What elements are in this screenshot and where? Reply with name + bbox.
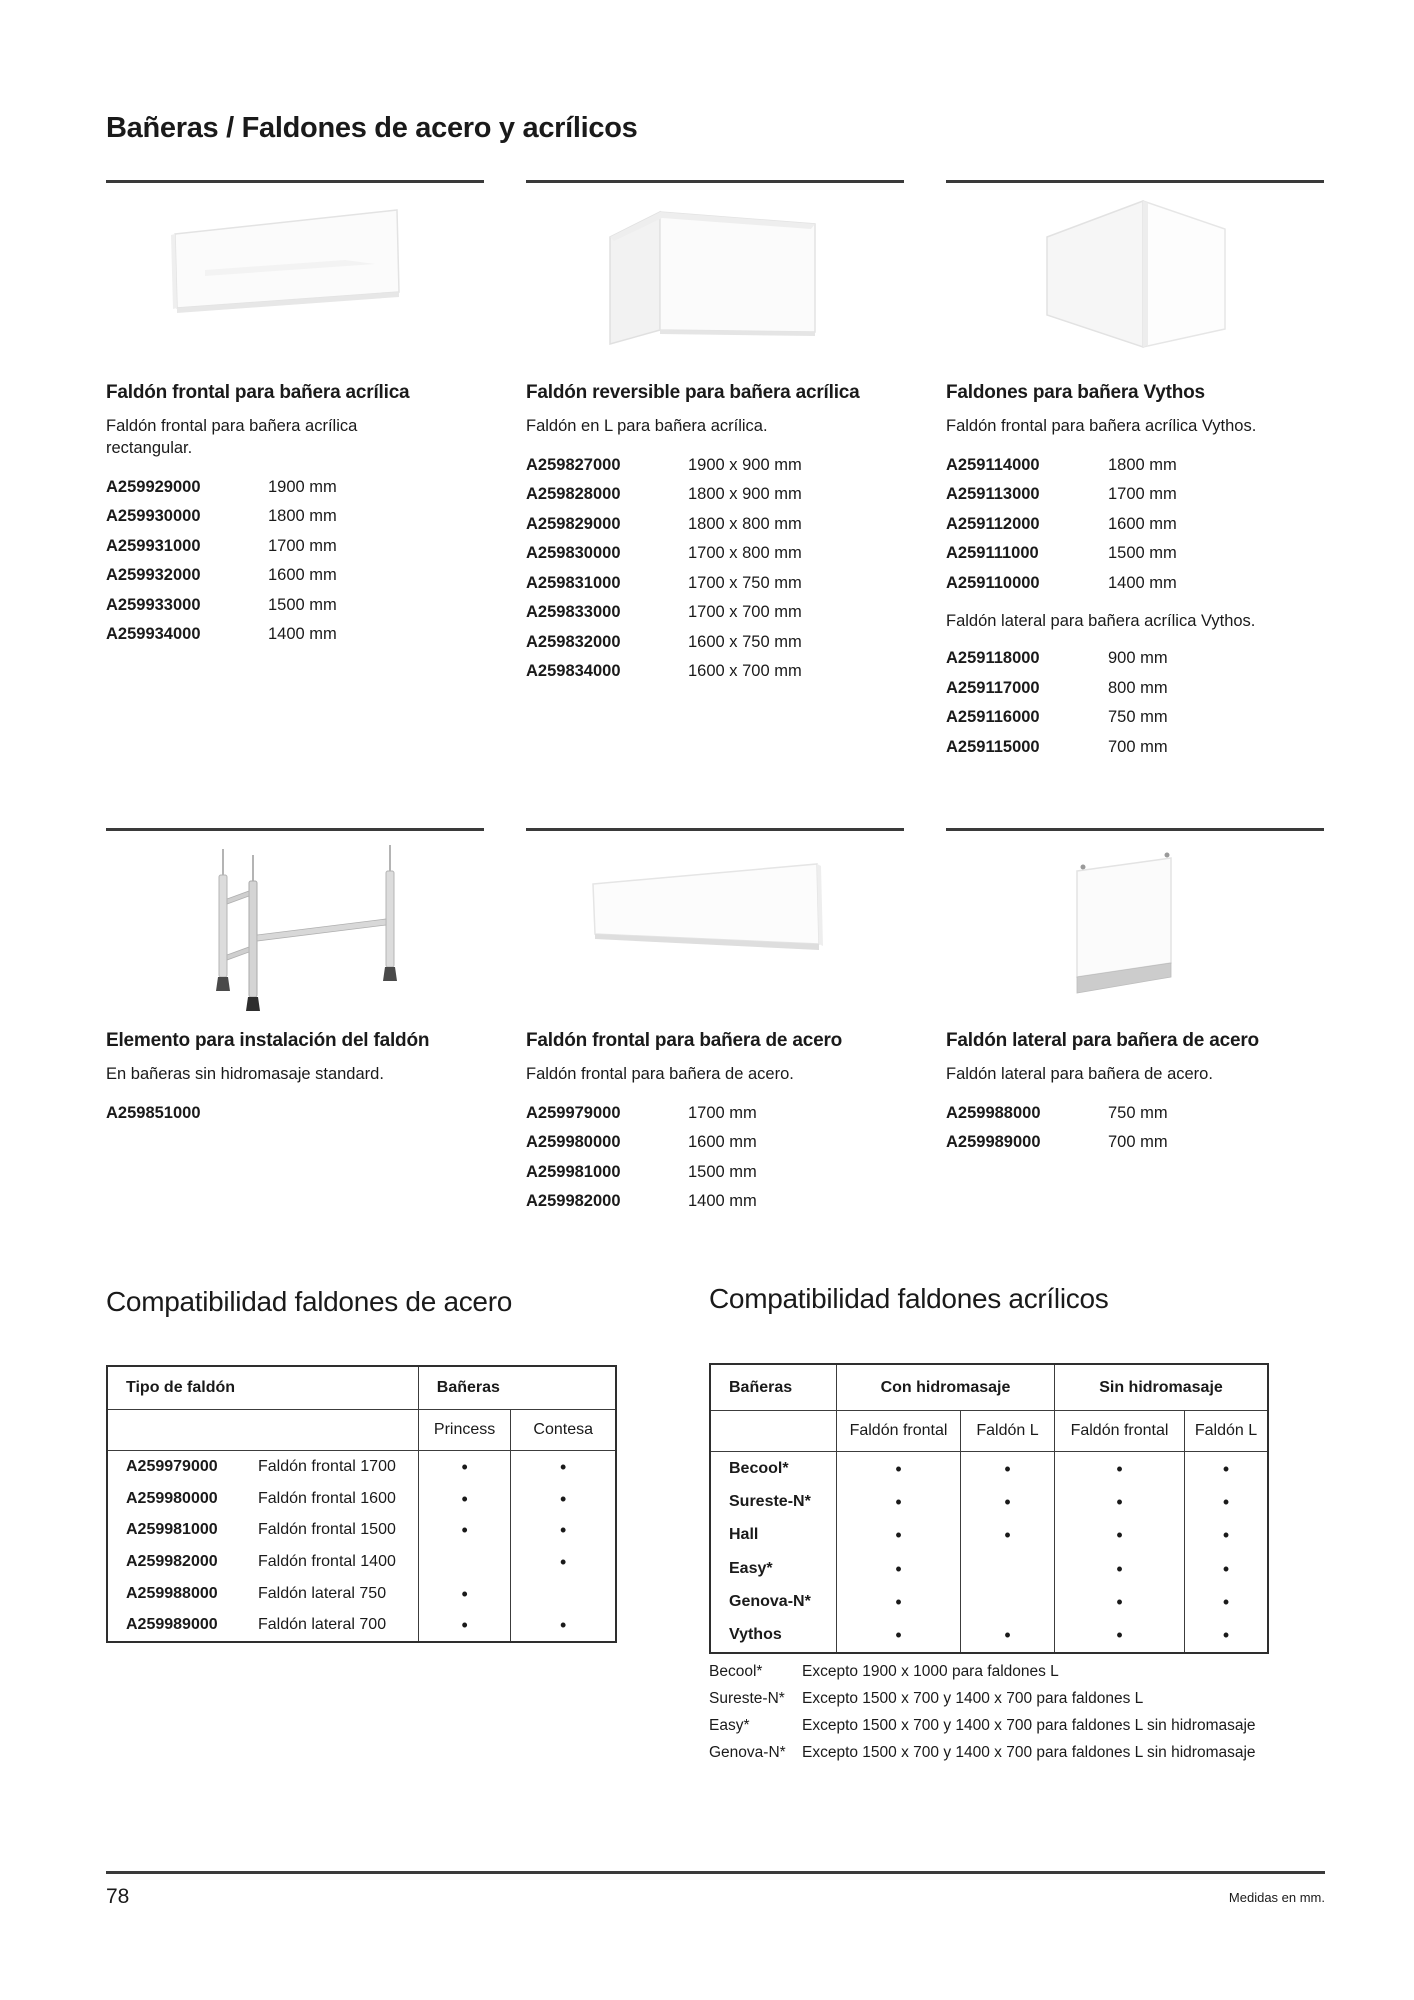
acrylic-mark-con-frontal: • [836,1552,960,1585]
footnote-row [709,1658,1256,1685]
product-code: A259830000 [526,544,621,563]
acrylic-mark-con-frontal: • [836,1585,960,1618]
product-row [946,568,1324,598]
product-code: A259989000 [946,1133,1041,1152]
footnote-text: Excepto 1500 x 700 y 1400 x 700 para faldones L [802,1689,1144,1707]
product-row [526,627,904,657]
product-row [526,1187,904,1217]
product-code: A259931000 [106,536,201,555]
product-row [106,532,484,562]
acrylic-mark-sin-frontal: • [1054,1585,1184,1618]
product-row [526,598,904,628]
product-row [526,1128,904,1158]
footnote-label: Sureste-N* [709,1689,785,1707]
product-code: A259929000 [106,477,201,496]
product-size: 1700 x 750 mm [688,573,802,592]
steel-row-label: Faldón lateral 750 [258,1584,387,1602]
footnote-label: Genova-N* [709,1743,786,1761]
acrylic-mark-sin-l: • [1184,1585,1267,1618]
steel-row-code: A259988000 [126,1584,218,1602]
product-description-lateral: Faldón lateral para bañera acrílica Vythos. [946,611,1256,630]
steel-mark-princess: • [418,1483,511,1515]
product-code: A259834000 [526,662,621,681]
product-size: 1800 x 900 mm [688,485,802,504]
footnote-row [709,1739,1256,1766]
product-image-acrylic-front-panel [106,183,484,371]
steel-row-label: Faldón lateral 700 [258,1616,387,1634]
acrylic-row-label: Genova-N* [729,1592,811,1610]
product-row [526,509,904,539]
steel-table-row [108,1451,615,1483]
product-size: 750 mm [1108,1103,1168,1122]
acrylic-mark-sin-frontal: • [1054,1485,1184,1518]
product-row [946,674,1324,704]
product-column-vythos [946,180,1324,762]
product-code: A259982000 [526,1192,621,1211]
footer-rule [106,1871,1325,1874]
product-description: Faldón frontal para bañera de acero. [526,1065,794,1084]
acrylic-table-row [711,1585,1267,1618]
acrylic-mark-con-frontal: • [836,1485,960,1518]
product-row [106,502,484,532]
steel-table-row [108,1609,615,1641]
acrylic-table-row [711,1485,1267,1518]
steel-row-code: A259981000 [126,1521,218,1539]
steel-subheader-princess: Princess [418,1410,511,1450]
acrylic-group-header-con: Con hidromasaje [836,1365,1054,1410]
acrylic-subheader-con-l: Faldón L [960,1411,1054,1451]
product-code: A259979000 [526,1103,621,1122]
product-list-lateral [946,644,1324,762]
product-size: 1700 x 700 mm [688,603,802,622]
product-heading: Faldón frontal para bañera acrílica [106,382,410,403]
product-image-installation-frame [106,831,484,1019]
steel-table-body [108,1451,615,1641]
acrylic-footnotes [709,1658,1256,1766]
product-row [946,450,1324,480]
product-size: 1700 mm [268,536,337,555]
product-size: 1600 mm [268,566,337,585]
product-code: A259110000 [946,573,1040,592]
steel-empty-cell [108,1410,418,1450]
footnote-row [709,1685,1256,1712]
product-column-steel-side [946,828,1324,1157]
product-list [106,1098,484,1128]
product-code: A259988000 [946,1103,1041,1122]
acrylic-mark-sin-l: • [1184,1618,1267,1651]
steel-table-row [108,1514,615,1546]
product-image-steel-front-panel [526,831,904,1019]
acrylic-row-label: Easy* [729,1559,773,1577]
steel-row-type [108,1546,418,1578]
steel-mark-princess: • [418,1609,511,1641]
product-list [946,1098,1324,1157]
product-list [106,473,484,650]
acrylic-mark-sin-frontal: • [1054,1452,1184,1485]
product-size: 800 mm [1108,678,1168,697]
product-code: A259118000 [946,649,1040,668]
product-size: 1500 mm [268,595,337,614]
product-list [526,1098,904,1216]
product-size: 1600 mm [1108,514,1177,533]
product-size: 1900 x 900 mm [688,455,802,474]
steel-row-label: Faldón frontal 1400 [258,1552,396,1570]
steel-table-row [108,1578,615,1610]
product-size: 1700 mm [1108,485,1177,504]
acrylic-row-label: Becool* [729,1459,789,1477]
product-row [526,480,904,510]
steel-mark-contesa: • [510,1483,615,1515]
product-row [106,473,484,503]
product-row [946,733,1324,763]
product-code: A259116000 [946,708,1040,727]
steel-row-code: A259979000 [126,1457,218,1475]
footnote-row [709,1712,1256,1739]
product-row [946,480,1324,510]
steel-mark-princess: • [418,1451,511,1483]
product-description: Faldón lateral para bañera de acero. [946,1065,1213,1084]
product-code: A259980000 [526,1133,621,1152]
product-code: A259934000 [106,625,201,644]
product-size: 700 mm [1108,1133,1168,1152]
acrylic-mark-con-l: • [960,1618,1054,1651]
steel-subheader-contesa: Contesa [510,1410,615,1450]
acrylic-mark-con-l: • [960,1452,1054,1485]
product-code: A259117000 [946,678,1040,697]
product-column-acrylic-l [526,180,904,686]
footnote-label: Becool* [709,1662,763,1680]
product-row [526,568,904,598]
product-size: 1800 x 800 mm [688,514,802,533]
steel-mark-princess: • [418,1514,511,1546]
acrylic-mark-con-l: • [960,1519,1054,1552]
footnote-label: Easy* [709,1716,750,1734]
steel-row-label: Faldón frontal 1500 [258,1521,396,1539]
product-code: A259115000 [946,737,1040,756]
product-row [946,1098,1324,1128]
product-heading: Faldones para bañera Vythos [946,382,1205,403]
product-code: A259932000 [106,566,201,585]
product-code: A259933000 [106,595,201,614]
product-size: 1400 mm [268,625,337,644]
acrylic-mark-con-frontal: • [836,1519,960,1552]
steel-row-type [108,1609,418,1641]
acrylic-table-subheader-row [711,1411,1267,1452]
product-code: A259114000 [946,455,1040,474]
product-row [946,509,1324,539]
product-description: En bañeras sin hidromasaje standard. [106,1065,384,1084]
product-code: A259833000 [526,603,621,622]
steel-mark-contesa [510,1578,615,1610]
acrylic-mark-sin-l: • [1184,1485,1267,1518]
acrylic-table-header-row [711,1365,1267,1411]
steel-mark-contesa: • [510,1546,615,1578]
steel-row-label: Faldón frontal 1700 [258,1457,396,1475]
product-heading: Faldón lateral para bañera de acero [946,1030,1259,1051]
acrylic-table-row [711,1452,1267,1485]
steel-row-code: A259982000 [126,1552,218,1570]
product-size: 1800 mm [1108,455,1177,474]
steel-compat-title: Compatibilidad faldones de acero [106,1286,512,1317]
product-size: 700 mm [1108,737,1168,756]
product-description: Faldón frontal para bañera acrílica rectangular. [106,417,358,458]
product-code: A259827000 [526,455,621,474]
steel-mark-princess [418,1546,511,1578]
product-row [526,450,904,480]
steel-row-code: A259980000 [126,1489,218,1507]
acrylic-mark-sin-frontal: • [1054,1618,1184,1651]
steel-row-type [108,1483,418,1515]
product-list [526,450,904,686]
page-number: 78 [106,1885,130,1908]
acrylic-mark-sin-l: • [1184,1452,1267,1485]
acrylic-row-label: Sureste-N* [729,1492,811,1510]
product-column-acrylic-front [106,180,484,650]
product-size: 900 mm [1108,649,1168,668]
product-size: 1600 mm [688,1133,757,1152]
product-code: A259851000 [106,1103,201,1122]
acrylic-subheader-con-frontal: Faldón frontal [836,1411,960,1451]
steel-row-label: Faldón frontal 1600 [258,1489,396,1507]
acrylic-table-body [711,1452,1267,1652]
acrylic-table-row [711,1552,1267,1585]
steel-mark-contesa: • [510,1609,615,1641]
product-code: A259981000 [526,1162,621,1181]
product-code: A259831000 [526,573,621,592]
product-row [106,591,484,621]
product-list [946,450,1324,598]
footer-note: Medidas en mm. [1228,1890,1325,1905]
acrylic-compat-title: Compatibilidad faldones acrílicos [709,1283,1109,1314]
product-size: 1600 x 700 mm [688,662,802,681]
acrylic-mark-sin-l: • [1184,1519,1267,1552]
product-code: A259832000 [526,632,621,651]
product-row [106,620,484,650]
product-size: 1700 mm [688,1103,757,1122]
acrylic-mark-con-l [960,1552,1054,1585]
product-size: 1500 mm [688,1162,757,1181]
acrylic-col-header: Bañeras [729,1378,793,1396]
acrylic-table-row [711,1519,1267,1552]
acrylic-group-header-sin: Sin hidromasaje [1054,1365,1267,1410]
acrylic-subheader-sin-l: Faldón L [1184,1411,1267,1451]
product-row [526,1157,904,1187]
product-row [106,561,484,591]
product-size: 1400 mm [688,1192,757,1211]
product-row [526,657,904,687]
product-code: A259930000 [106,507,201,526]
acrylic-empty-cell [711,1411,836,1451]
acrylic-mark-con-l: • [960,1485,1054,1518]
steel-table-row [108,1483,615,1515]
steel-row-type [108,1451,418,1483]
product-code: A259112000 [946,514,1040,533]
acrylic-compat-table [709,1363,1269,1654]
product-heading: Faldón reversible para bañera acrílica [526,382,860,403]
acrylic-mark-sin-frontal: • [1054,1519,1184,1552]
product-row [946,644,1324,674]
product-size: 1500 mm [1108,544,1177,563]
product-description: Faldón en L para bañera acrílica. [526,417,768,436]
product-image-vythos-corner-panel [946,183,1324,371]
product-row [946,703,1324,733]
product-column-installation [106,828,484,1128]
steel-row-type [108,1578,418,1610]
acrylic-table-row [711,1618,1267,1651]
acrylic-row-label: Vythos [729,1626,782,1644]
product-row [526,539,904,569]
acrylic-mark-con-frontal: • [836,1618,960,1651]
steel-mark-contesa: • [510,1514,615,1546]
steel-mark-princess: • [418,1578,511,1610]
acrylic-mark-sin-l: • [1184,1552,1267,1585]
acrylic-mark-con-frontal: • [836,1452,960,1485]
acrylic-mark-sin-frontal: • [1054,1552,1184,1585]
steel-row-code: A259989000 [126,1616,218,1634]
steel-table-header-row [108,1367,615,1410]
acrylic-row-label: Hall [729,1526,759,1544]
product-size: 1400 mm [1108,573,1177,592]
product-size: 1900 mm [268,477,337,496]
product-code: A259113000 [946,485,1040,504]
product-row [106,1098,484,1128]
product-image-steel-side-panel [946,831,1324,1019]
footnote-text: Excepto 1900 x 1000 para faldones L [802,1662,1059,1680]
product-size: 1800 mm [268,507,337,526]
product-row [526,1098,904,1128]
steel-mark-contesa: • [510,1451,615,1483]
product-image-acrylic-l-panel [526,183,904,371]
product-code: A259111000 [946,544,1039,563]
footnote-text: Excepto 1500 x 700 y 1400 x 700 para faldones L sin hidromasaje [802,1716,1256,1734]
steel-group-header: Bañeras [418,1367,615,1409]
steel-table-row [108,1546,615,1578]
steel-table-subheader-row [108,1410,615,1451]
product-description: Faldón frontal para bañera acrílica Vythos. [946,417,1257,436]
product-size: 750 mm [1108,708,1168,727]
steel-col-header: Tipo de faldón [126,1379,236,1396]
steel-row-type [108,1514,418,1546]
page-title: Bañeras / Faldones de acero y acrílicos [106,112,638,144]
product-row [946,1128,1324,1158]
product-size: 1600 x 750 mm [688,632,802,651]
product-code: A259829000 [526,514,621,533]
product-code: A259828000 [526,485,621,504]
product-heading: Elemento para instalación del faldón [106,1030,430,1051]
product-column-steel-front [526,828,904,1216]
footnote-text: Excepto 1500 x 700 y 1400 x 700 para faldones L sin hidromasaje [802,1743,1256,1761]
acrylic-mark-con-l [960,1585,1054,1618]
steel-compat-table [106,1365,617,1643]
acrylic-subheader-sin-frontal: Faldón frontal [1054,1411,1184,1451]
product-heading: Faldón frontal para bañera de acero [526,1030,843,1051]
product-size: 1700 x 800 mm [688,544,802,563]
product-row [946,539,1324,569]
